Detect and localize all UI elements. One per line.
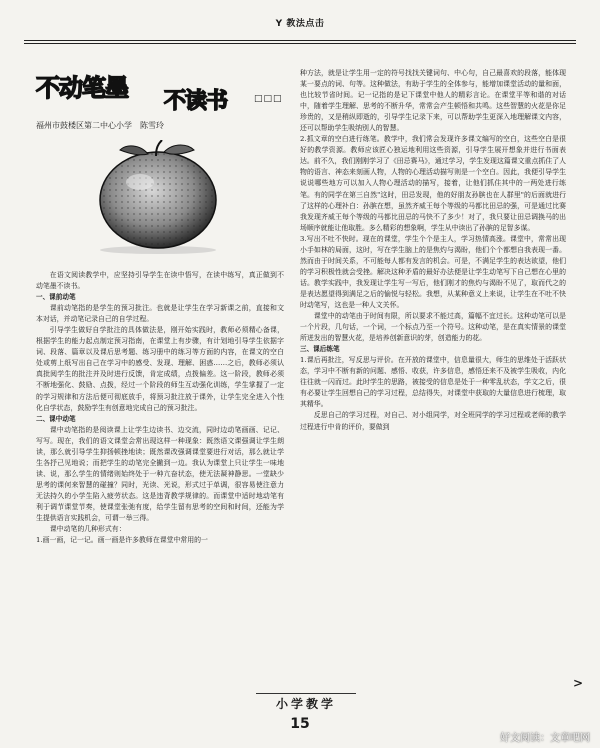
body-paragraph: 反思自己的学习过程，对自己、对小组同学，对全班同学的学习过程或老师的教学过程进行中肯的评价，要做到 (300, 411, 566, 431)
section-heading: 一、课前动笔 (36, 293, 76, 302)
body-paragraph: 课前动笔指的是学生的预习批注。也就是让学生在学习新课之前，直接和文本对话，并动笔记录自己的自学过程。 (36, 304, 284, 324)
fruit-shape (100, 152, 216, 248)
watermark: 好文阅读：文章吧网 (500, 733, 590, 744)
body-paragraph: 课中动笔的几种形式有： (49, 525, 126, 534)
body-paragraph: 课中动笔指的是阅读课上让学生边读书、边交流，同时边动笔画画、记记、写写。现在，我们的语文课堂会常出现这样一种现象：既然语文课强调让学生朗读，那么就引导学生抑扬顿挫地读；既然课改强调课堂要进行对话，那么就让学生各抒己见地说；而把学生的动笔完全撇到一边。我认为课堂上只让学生一味地读、说，那么学生的情绪则始终处于一种亢奋状态，使无法凝神静思。一堂缺少思考的课何来智慧的碰撞？同时，光读、光说，形式过于单调，很容易使注意力无法持久的小学生陷入疲劳状态。这是违背教学规律的。而课堂中适时地动笔有利于调节课堂节奏，使课堂张弛有度，给学生留有思考的空间和时间，还能为学生提供语言实践机会，可谓一举三得。 (36, 425, 284, 523)
body-paragraph: 课堂中的动笔由于时间有限，所以要求不能过高，篇幅不宜过长。这种动笔可以是一个片段，几句话，一个词，一个标点乃至一个符号。这种动笔，是在真实情景的课堂所迸发出的智慧火花，是培养创新意识的芽，创造能力的花。 (300, 312, 566, 343)
title-part-1: 不动笔墨 (36, 74, 128, 102)
body-paragraph: 在语文阅读教学中，应坚持引导学生在读中悟写，在读中练写，真正做到不动笔墨不读书。 (36, 271, 284, 291)
title-part-2: 不读书 (164, 89, 228, 114)
page-number: 15 (290, 716, 310, 732)
header-rule-thin (24, 43, 576, 44)
section-heading: 二、课中动笔 (36, 414, 76, 423)
body-paragraph: 种方法，就是让学生用一定的符号找找关键词句、中心句，自己最喜欢的段落，能体现某一要点的词、句等。这种做法，有助于学生的全体参与，能增加课堂活动的量和面，也比较节省时间。记一记指的是记下课堂中他人的精彩言论。在课堂平等和谐的对话中，随着学生理解、思考的不断升华，常常会产生顿悟和共鸣。这些智慧的火花是你足珍贵的，又是稍纵即逝的，引导学生记录下来，可以帮助学生更深入地理解课文内容，还可以帮助学生吸纳别人的智慧。 (300, 69, 566, 133)
section-header: Y 教法点击 (275, 19, 325, 29)
body-paragraph: 引导学生做好自学批注的具体做法是，刚开始实践时，教师必须精心备课，根据学生的能力起点制定预习指南，在课堂上有步骤，有计划地引导学生依据字词、段落、篇章以及课后思考题、练习册中的练习等方面的内容，在课文的空白处或剪上纸写出自己在学习中的感受、发现、理解、困惑……之后，教师必须认真批阅学生的批注并及时进行反馈，肯定成绩，点拨偏差。这一阶段，教师必须不断地强化、鼓励、点拨，经过一个阶段的师生互动强化训练，学生掌握了一定的学习规律和方法后便可彻底放手，将预习批注放于课外，让学生完全进入个性化自学状态，鼓励学生有创意地完成自己的预习批注。 (36, 326, 284, 412)
author-line: 福州市鼓楼区第二中心小学 陈雪玲 (36, 121, 164, 130)
leaf-cluster (120, 140, 194, 156)
apple-illustration (60, 140, 270, 255)
header-rule (24, 40, 576, 41)
body-paragraph: 2.抓文章的空白进行练笔。教学中，我们常会发现许多课文编写的空白，这些空白是很好的教学资源。教师应该匠心独运地利用这些资源，引导学生展开想象并进行书面表达。前不久，我们刚刚学习了《田忌赛马》，通过学习，学生发现这篇课文重点抓住了人物的语言、神态来刻画人物，人物的心理活动描写则是一个空白。因此，我便引导学生说说哪些地方可以加入人物心理活动的描写，接着，让他们抓住其中的一两处进行练笔。有的同学在第三自然"这时，田忌发现，他的好朋友孙膑也在人群里"的后面就进行了这样的心理补白：孙膑在想，虽然齐威王每个等级的马都比田忌的强，可是通过比赛我发现齐威王每个等级的马都比田忌的马快不了多少！对了，我只要让田忌调换马的出场顺序就能让他取胜。多么精彩的想象啊，学生从中读出了孙膑的足智多谋。 (300, 135, 566, 232)
body-paragraph: 3.写出不吐不快时。现在的课堂，学生个个是主人，学习热情高涨。课堂中，常常出现小手如林的局面，这时，写在学生脑上的是焦灼与渴盼，他们个个都想自我表现一番。然而由于时间关系，不可能每人都有发言的机会。可是，不满足学生的表达欲望，他们的学习积极性就会受挫。解决这种矛盾的最好办法便是让学生动笔写下自己想在心里的话。教学实践中，我发现让学生写一写后，他们刚才的焦灼与渴盼不见了，取而代之的是表达愿望得到满足之后的愉悦与轻松。我想，从某种意义上来说，让学生在不吐不快时动笔写，这也是一种人文关怀。 (300, 234, 566, 309)
section-heading: 三、课后练笔 (300, 345, 340, 354)
continue-arrow-icon: > (573, 676, 584, 690)
right-column (300, 68, 566, 716)
title-boxes: □□□ (254, 94, 283, 104)
magazine-logo: 小学教学 (256, 693, 356, 712)
left-column (36, 270, 284, 710)
article-title (36, 66, 286, 126)
body-paragraph: 1.课后再批注，写反思与评价。在开放的课堂中，信息量很大，师生的思维处于活跃状态，学习中不断有新的问题、感悟、收获，许多信息，感悟还来不及被学生吸收，内化往往就一闪而过。此时学生的思路，被接受的信息是处于一种零乱状态，学文之后，很有必要让学生回想自己的学习过程，总结得失，对课堂中获取的大量信息进行梳理，取其精华。 (300, 356, 566, 409)
body-paragraph: 1.画一画，记一记。画一画是许多教师在课堂中常用的一 (36, 536, 208, 545)
